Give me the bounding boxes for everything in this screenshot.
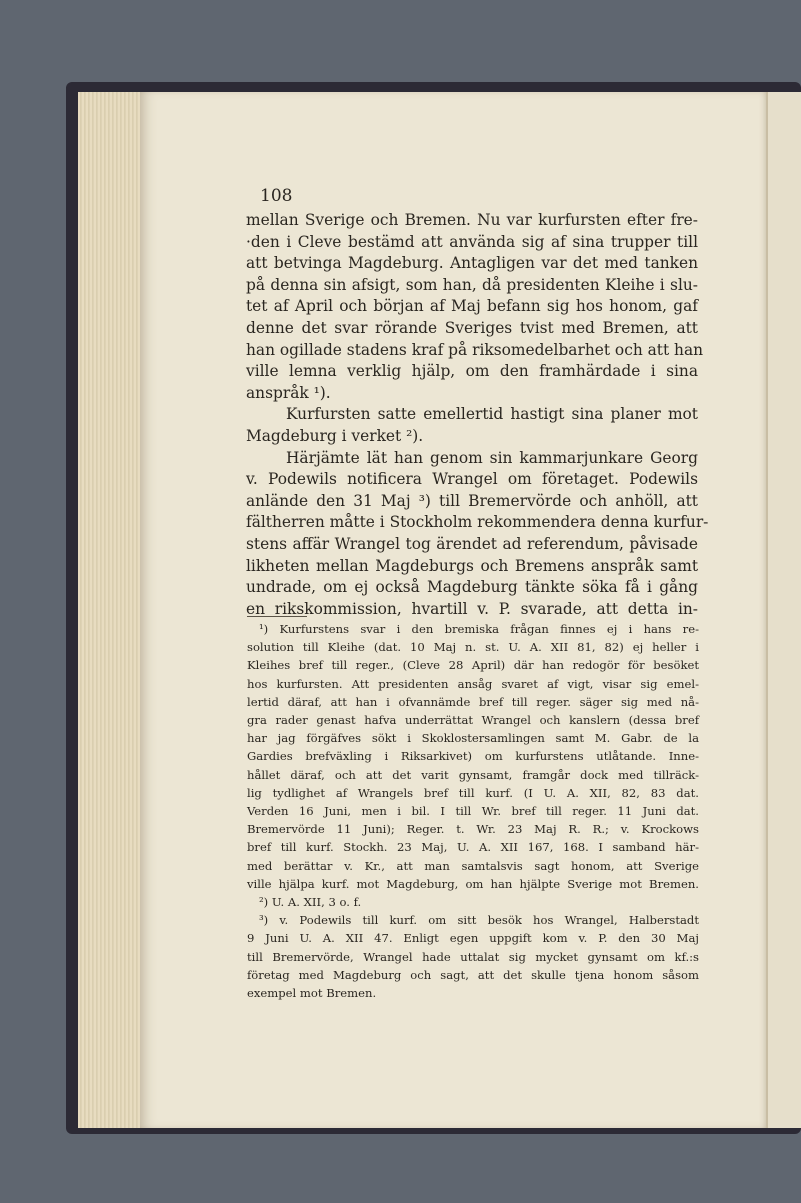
body-line: anspråk ¹).	[246, 383, 331, 402]
body-line: han ogillade stadens kraf på riksomedelbarhet och att han	[246, 340, 704, 359]
body-line: tet af April och början af Maj befann sig hos honom, gaf	[246, 297, 698, 316]
footnote-line: med berättar v. Kr., att man samtalsvis sagt honom, att Sverige	[247, 858, 699, 873]
body-line: stens affär Wrangel tog ärendet ad referendum, påvisade	[246, 534, 698, 553]
body-line: Magdeburg i verket ²).	[246, 426, 424, 445]
body-line: att betvinga Magdeburg. Antagligen var det med tanken	[246, 254, 698, 273]
footnote-line: Kleihes bref till reger., (Cleve 28 April) där han redogör för besöket	[247, 658, 699, 673]
adjacent-page-edge	[766, 92, 801, 1128]
page-edges	[78, 92, 149, 1128]
footnote-line: Bremervörde 11 Juni); Reger. t. Wr. 23 Maj R. R.; v. Krockows	[247, 822, 699, 837]
footnote-line: ³) v. Podewils till kurf. om sitt besök hos Wrangel, Halberstadt	[259, 913, 699, 928]
footnote-line: hållet däraf, och att det varit gynsamt, framgår dock med tillräck-	[247, 767, 699, 782]
body-line: likheten mellan Magdeburgs och Bremens anspråk samt	[246, 556, 698, 575]
body-line: Kurfursten satte emellertid hastigt sina planer mot	[286, 405, 698, 424]
body-text	[246, 210, 709, 620]
footnote-line: Verden 16 Juni, men i bil. I till Wr. bref till reger. 11 Juni dat.	[247, 804, 699, 819]
footnote-line: solution till Kleihe (dat. 10 Maj n. st. U. A. XII 81, 82) ej heller i	[247, 640, 699, 655]
body-line: ville lemna verklig hjälp, om den framhärdade i sina	[246, 362, 698, 381]
footnote-line: har jag förgäfves sökt i Skoklostersamlingen samt M. Gabr. de la	[247, 731, 699, 746]
body-line: en rikskommission, hvartill v. P. svarade, att detta in-	[246, 599, 698, 618]
body-line: på denna sin afsigt, som han, då presidenten Kleihe i slu-	[246, 275, 698, 294]
footnote-line: gra rader genast hafva underrättat Wrangel och kanslern (dessa bref	[247, 713, 699, 728]
footnotes	[247, 620, 699, 1002]
footnote-line: exempel mot Bremen.	[247, 986, 377, 1001]
body-line: mellan Sverige och Bremen. Nu var kurfursten efter fre-	[246, 211, 698, 229]
footnote-line: Gardies brefväxling i Riksarkivet) om kurfurstens utlåtande. Inne-	[247, 749, 699, 764]
body-line: ·den i Cleve bestämd att använda sig af sina trupper till	[246, 232, 698, 251]
footnote-line: ville hjälpa kurf. mot Magdeburg, om han hjälpte Sverige mot Bremen.	[247, 876, 699, 891]
body-line: v. Podewils notificera Wrangel om företaget. Podewils	[246, 470, 698, 489]
footnote-line: företag med Magdeburg och sagt, att det skulle tjena honom såsom	[247, 967, 699, 982]
body-line: fältherren måtte i Stockholm rekommendera denna kurfur-	[246, 513, 709, 532]
footnote-rule	[247, 616, 307, 617]
body-line: anlände den 31 Maj ³) till Bremervörde och anhöll, att	[246, 491, 698, 510]
footnote-line: ¹) Kurfurstens svar i den bremiska frågan finnes ej i hans re-	[259, 622, 699, 636]
footnote-line: lertid däraf, att han i ofvannämde bref till reger. säger sig med nå-	[247, 694, 699, 709]
body-line: undrade, om ej också Magdeburg tänkte söka få i gång	[246, 578, 698, 597]
footnote-line: ²) U. A. XII, 3 o. f.	[259, 895, 362, 910]
footnote-line: 9 Juni U. A. XII 47. Enligt egen uppgift kom v. P. den 30 Maj	[247, 931, 699, 946]
footnote-line: hos kurfursten. Att presidenten ansåg svaret af vigt, visar sig emel-	[247, 676, 699, 691]
footnote-line: bref till kurf. Stockh. 23 Maj, U. A. XII 167, 168. I samband här-	[247, 840, 699, 855]
footnote-line: till Bremervörde, Wrangel hade uttalat sig mycket gynsamt om kf.:s	[247, 949, 699, 964]
footnote-line: lig tydlighet af Wrangels bref till kurf. (I U. A. XII, 82, 83 dat.	[247, 785, 699, 800]
body-line: denne det svar rörande Sveriges tvist med Bremen, att	[246, 318, 698, 337]
page-number: 108	[260, 186, 293, 206]
body-line: Härjämte lät han genom sin kammarjunkare Georg	[286, 448, 698, 467]
